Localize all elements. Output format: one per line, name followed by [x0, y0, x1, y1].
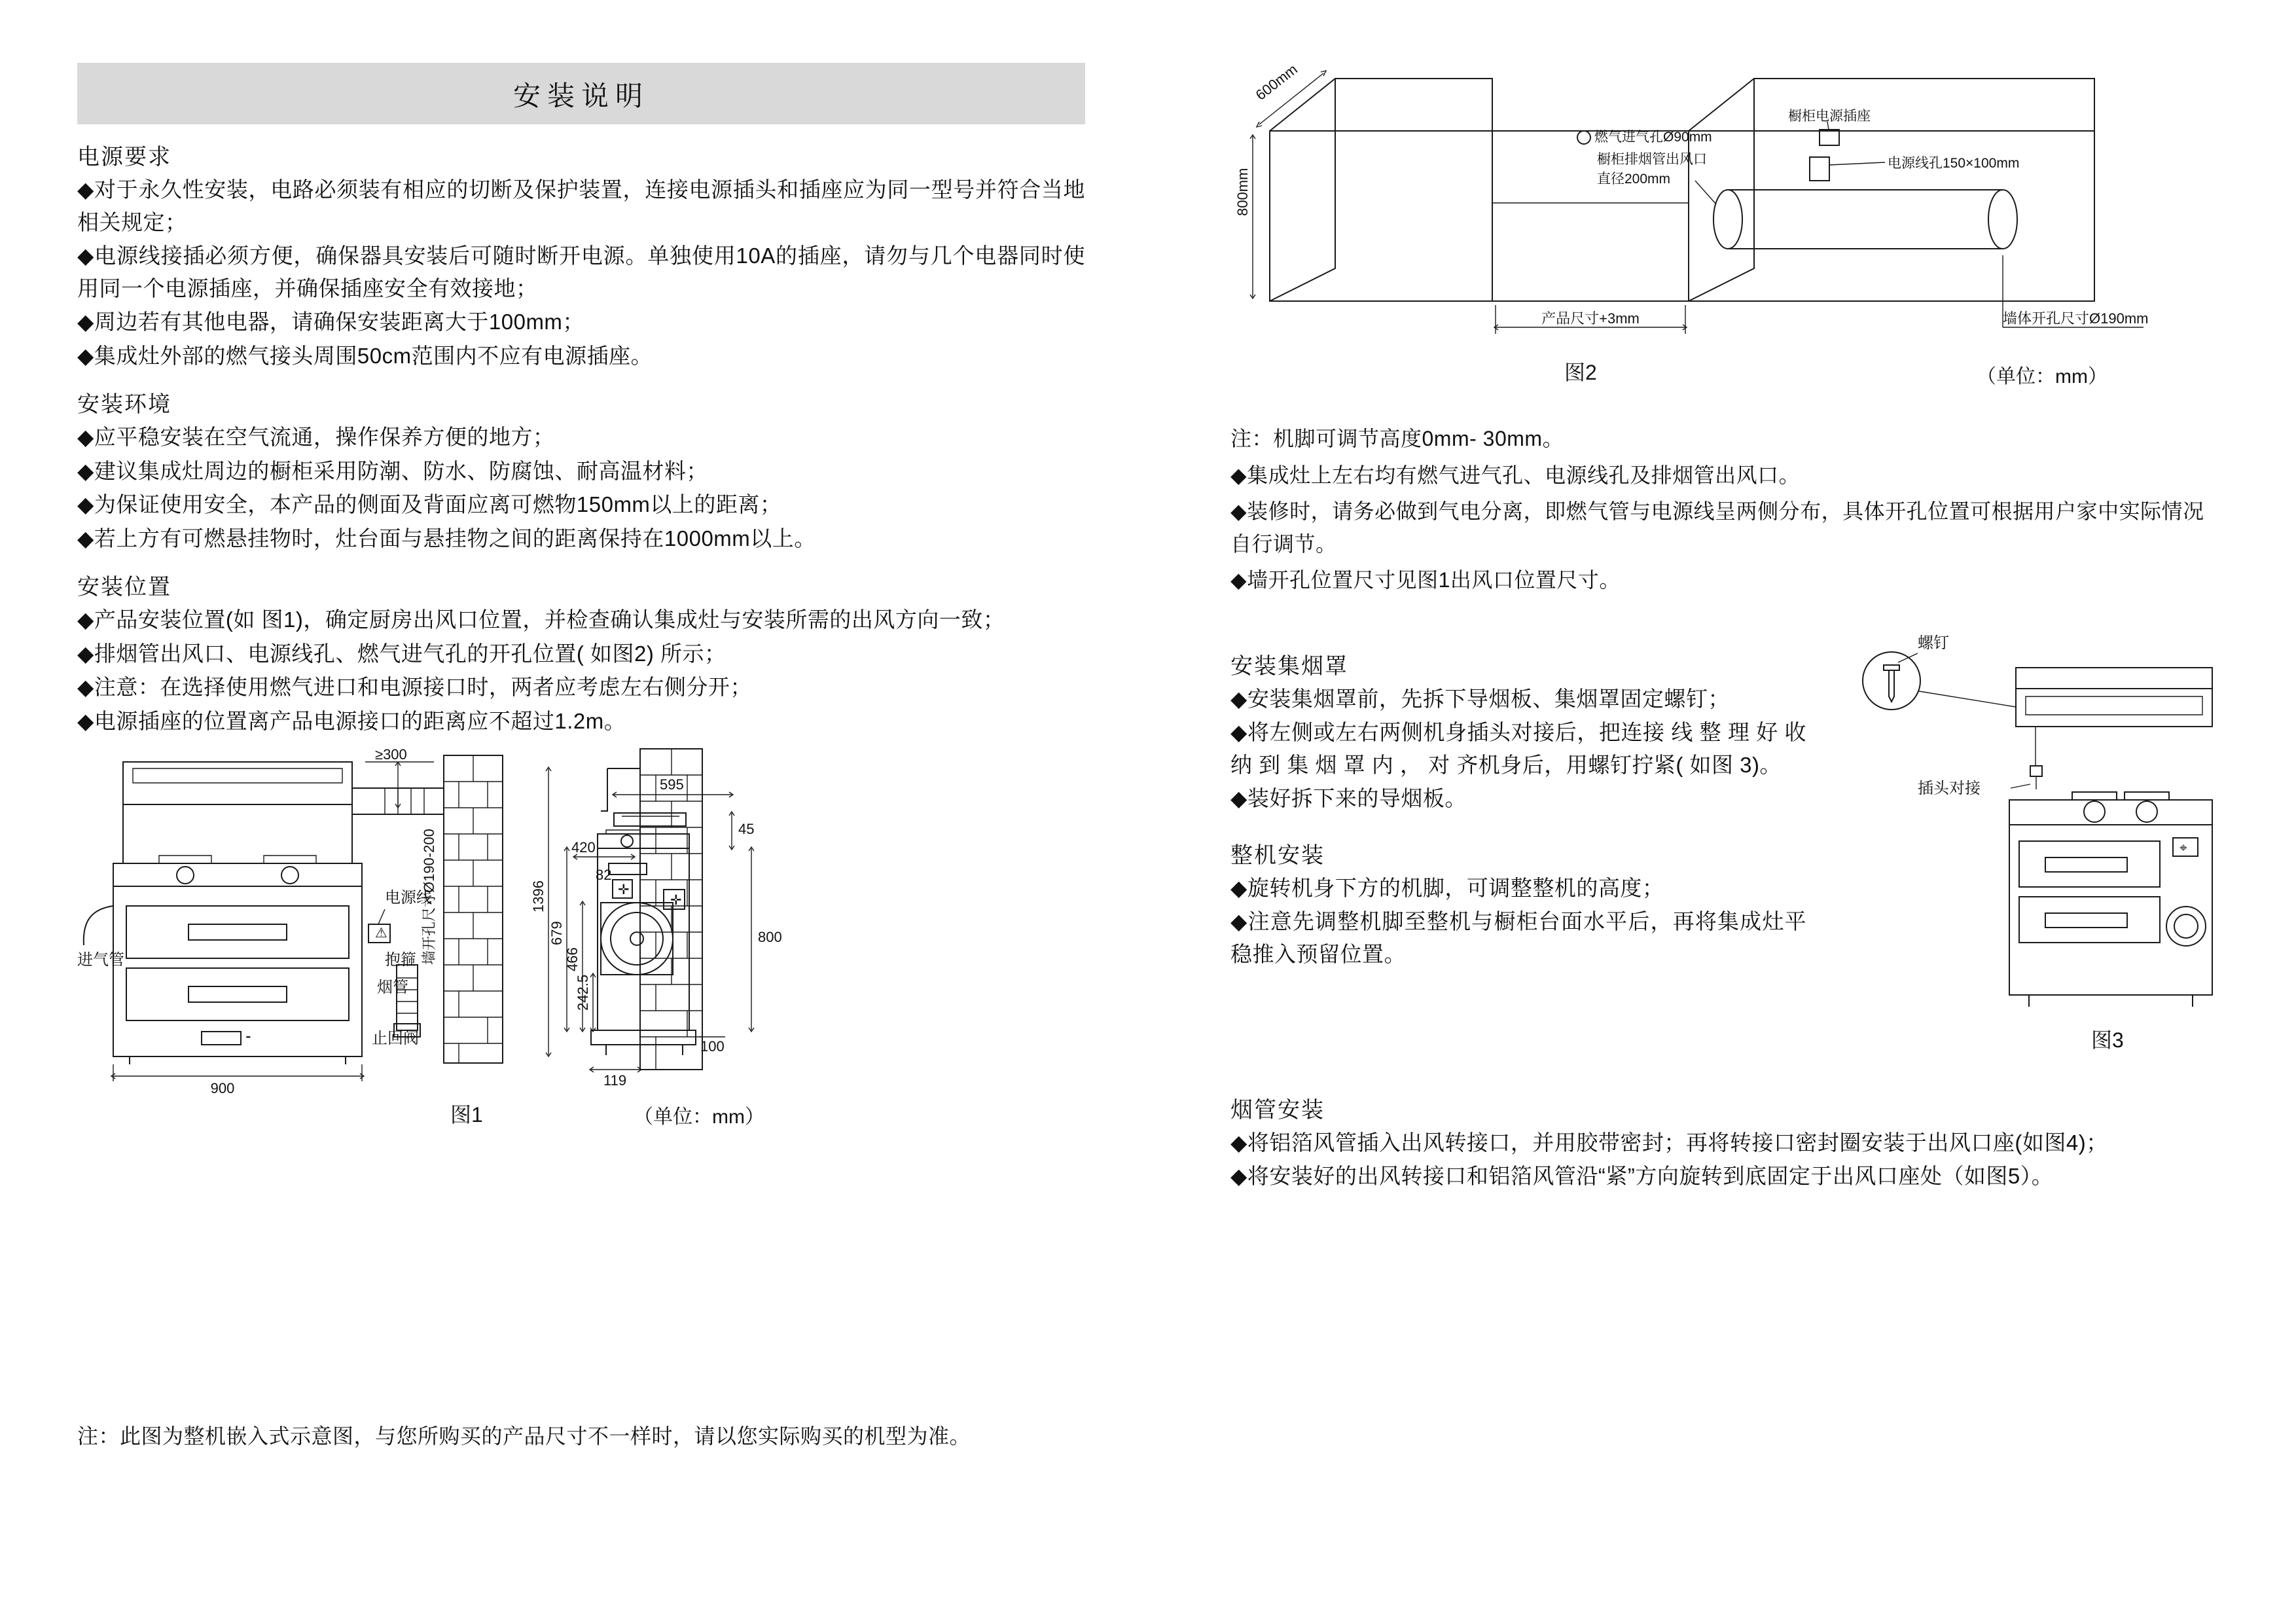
pos-item-3: ◆注意：在选择使用燃气进口和电源接口时，两者应考虑左右侧分开； — [77, 675, 752, 699]
label-power-hole: 电源线孔150×100mm — [1888, 156, 2020, 171]
hood-item-3: ◆装好拆下来的导烟板。 — [1230, 786, 1467, 811]
dim-119: 119 — [603, 1072, 627, 1089]
figure-2-notes — [1230, 423, 2225, 597]
power-item-4: ◆集成灶外部的燃气接头周围50cm范围内不应有电源插座。 — [77, 343, 653, 368]
dim-242: 242.5 — [575, 974, 591, 1011]
label-check-valve: 止回阀 — [372, 1030, 419, 1047]
dim-45: 45 — [738, 821, 755, 837]
page-title: 安装说明 — [77, 63, 1085, 124]
flue-item-1: ◆将铝箔风管插入出风转接口，并用胶带密封；再将转接口密封圈安装于出风口座(如图4)； — [1230, 1130, 2108, 1155]
svg-text:⌖: ⌖ — [2179, 840, 2187, 856]
hood-install-block — [1230, 634, 2225, 1080]
figure-1-drawing — [77, 746, 1085, 1207]
label-flue-dia: 直径200mm — [1597, 171, 1671, 187]
dim-82: 82 — [596, 867, 612, 883]
dim-wall-hole: 墙开孔尺寸Ø190-200 — [421, 829, 437, 965]
dim-depth-600: 600mm — [1252, 61, 1300, 103]
flue-install-block — [1230, 1092, 2225, 1193]
whole-item-2: ◆注意先调整机脚至整机与橱柜台面水平后，再将集成灶平稳推入预留位置。 — [1230, 909, 1806, 966]
figure-1-footer-note: 注：此图为整机嵌入式示意图，与您所购买的产品尺寸不一样时，请以您实际购买的机型为准。 — [77, 1424, 971, 1448]
env-item-3: ◆为保证使用安全，本产品的侧面及背面应离可燃物150mm以上的距离； — [77, 492, 782, 516]
fig2-note-4: ◆墙开孔位置尺寸见图1出风口位置尺寸。 — [1230, 568, 1621, 592]
label-screw: 螺钉 — [1918, 634, 1949, 652]
dim-width-900: 900 — [210, 1080, 235, 1096]
label-cabinet-socket: 橱柜电源插座 — [1788, 109, 1871, 124]
section-heading-flue: 烟管安装 — [1230, 1097, 1325, 1123]
flue-item-2: ◆将安装好的出风转接口和铝箔风管沿“紧”方向旋转到底固定于出风口座处（如图5）。 — [1230, 1164, 2054, 1189]
svg-text:✛: ✛ — [670, 893, 682, 908]
label-intake-pipe: 进气管 — [77, 951, 124, 969]
section-heading-whole-unit: 整机安装 — [1230, 842, 1325, 868]
section-heading-position: 安装位置 — [77, 575, 171, 600]
label-clamp: 抱箍 — [385, 951, 416, 969]
fig2-note-2: ◆集成灶上左右均有燃气进气孔、电源线孔及排烟管出风口。 — [1230, 463, 1801, 487]
pos-item-4: ◆电源插座的位置离产品电源接口的距离应不超过1.2m。 — [77, 708, 626, 733]
figure-3-drawing — [1820, 628, 2225, 1074]
section-heading-environment: 安装环境 — [77, 392, 171, 417]
figure-2-unit: （单位：mm） — [1977, 366, 2108, 388]
dim-466: 466 — [564, 947, 581, 971]
section-heading-power: 电源要求 — [77, 145, 171, 170]
dim-1396: 1396 — [530, 880, 547, 912]
label-power-cord: 电源线 — [385, 889, 432, 907]
hood-install-text — [1230, 648, 1806, 971]
label-flue: 烟管 — [377, 979, 408, 996]
env-item-4: ◆若上方有可燃悬挂物时，灶台面与悬挂物之间的距离保持在1000mm以上。 — [77, 526, 816, 550]
dim-gap-top: ≥300 — [375, 746, 407, 763]
env-item-1: ◆应平稳安装在空气流通，操作保养方便的地方； — [77, 425, 555, 449]
hood-item-2: ◆将左侧或左右两侧机身插头对接后，把连接 线 整 理 好 收 纳 到 集 烟 罩 内 ， 对 齐机身后，用螺钉拧紧( 如图 3)。 — [1230, 720, 1806, 777]
section-heading-hood: 安装集烟罩 — [1230, 653, 1348, 679]
figure-3-caption: 图3 — [2091, 1028, 2124, 1052]
dim-420: 420 — [571, 839, 596, 856]
figure-2 — [1230, 52, 2225, 419]
figure-3 — [1820, 628, 2225, 1074]
whole-item-1: ◆旋转机身下方的机脚，可调整整机的高度； — [1230, 875, 1664, 900]
right-column — [1230, 52, 2225, 1194]
dim-height-800: 800mm — [1234, 168, 1251, 216]
label-gas-hole: 燃气进气孔Ø90mm — [1594, 130, 1712, 145]
dim-595: 595 — [660, 776, 684, 793]
figure-1-unit: （单位：mm） — [634, 1106, 764, 1128]
svg-text:⚠: ⚠ — [375, 926, 387, 941]
figure-1 — [77, 746, 1085, 1207]
figure-2-caption: 图2 — [1564, 361, 1597, 384]
power-item-2: ◆电源线接插必须方便，确保器具安装后可随时断开电源。单独使用10A的插座，请勿与几个电器同时使用同一个电源插座，并确保插座安全有效接地； — [77, 244, 1085, 300]
wall-hatch — [444, 755, 503, 1063]
fig2-note-3: ◆装修时，请务必做到气电分离，即燃气管与电源线呈两侧分布，具体开孔位置可根据用户家中实际情况自行调节。 — [1230, 499, 2204, 556]
env-item-2: ◆建议集成灶周边的橱柜采用防潮、防水、防腐蚀、耐高温材料； — [77, 458, 708, 483]
figure-1-caption: 图1 — [450, 1103, 483, 1127]
figure-1-section-view — [530, 749, 782, 1128]
power-item-3: ◆周边若有其他电器，请确保安装距离大于100mm； — [77, 310, 584, 334]
dim-800: 800 — [758, 929, 782, 945]
figure-2-drawing — [1230, 52, 2212, 419]
dim-100: 100 — [700, 1038, 725, 1055]
pos-item-1: ◆产品安装位置(如 图1)，确定厨房出风口位置，并检查确认集成灶与安装所需的出风方向一致； — [77, 607, 1005, 632]
dim-wall-hole-2: 墙体开孔尺寸Ø190mm — [2003, 310, 2149, 327]
label-flue-outlet: 橱柜排烟管出风口 — [1597, 152, 1707, 167]
svg-text:⁃: ⁃ — [245, 1030, 252, 1045]
svg-text:✛: ✛ — [618, 882, 630, 897]
dim-679: 679 — [548, 921, 565, 945]
pos-item-2: ◆排烟管出风口、电源线孔、燃气进气孔的开孔位置( 如图2) 所示； — [77, 641, 726, 666]
hood-item-1: ◆安装集烟罩前，先拆下导烟板、集烟罩固定螺钉； — [1230, 686, 1730, 711]
dim-product-size: 产品尺寸+3mm — [1541, 310, 1640, 327]
power-item-1: ◆对于永久性安装，电路必须装有相应的切断及保护装置，连接电源插头和插座应为同一型号并符合当地相关规定； — [77, 177, 1085, 234]
left-column — [77, 63, 1085, 1207]
label-plug: 插头对接 — [1918, 779, 1981, 797]
fig2-note-1: 注：机脚可调节高度0mm- 30mm。 — [1230, 427, 1564, 450]
